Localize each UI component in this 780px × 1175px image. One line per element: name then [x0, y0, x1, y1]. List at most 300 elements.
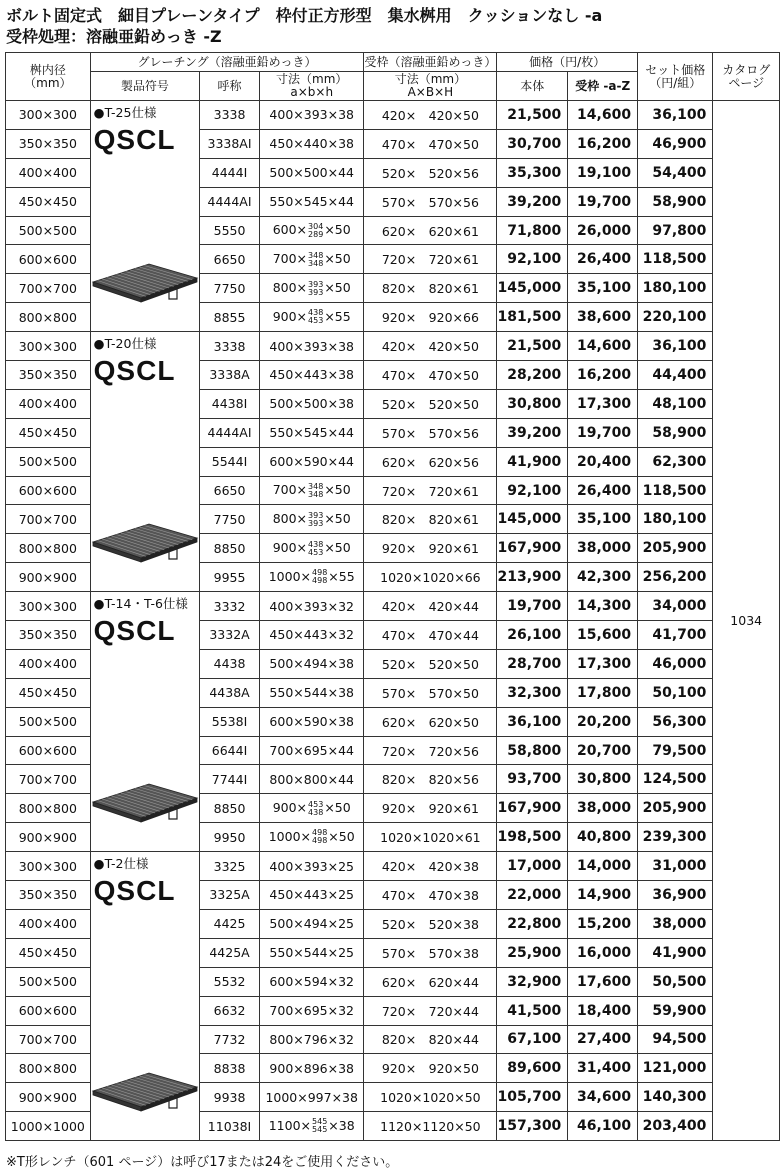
cell-nominal: 4438I [200, 389, 260, 418]
dim-fraction-top: 348 [308, 250, 324, 260]
cell-dim-grating [259, 707, 363, 736]
dim-suffix: ×50 [324, 540, 351, 556]
cell-dim-frame: 720× 720×61 [364, 476, 497, 505]
cell-set-price: 94,500 [638, 1025, 713, 1054]
dim-fraction [308, 309, 323, 325]
cell-set-price: 56,300 [638, 707, 713, 736]
spec-label: ●T-20仕様 [93, 336, 157, 352]
dim-prefix: 900× [272, 540, 308, 556]
dim-fraction-top: 393 [308, 510, 324, 520]
cell-dim-grating [259, 1112, 363, 1141]
cell-body-price: 19,700 [497, 592, 568, 621]
cell-dim-frame: 1020×1020×61 [364, 823, 497, 852]
cell-nominal: 4438A [200, 678, 260, 707]
cell-set-price: 50,100 [638, 678, 713, 707]
grating-illustration [91, 256, 200, 316]
dim-prefix: 600×590×44 [269, 454, 354, 470]
dim-prefix: 500×500×38 [269, 396, 354, 412]
cell-set-price: 220,100 [638, 303, 713, 332]
product-cell [90, 852, 199, 1141]
dim-fraction [312, 569, 327, 585]
cell-size: 500×500 [6, 447, 91, 476]
cell-body-price: 181,500 [497, 303, 568, 332]
dim-fraction [308, 541, 323, 557]
dim-fraction [312, 829, 327, 845]
dim-fraction-bottom: 498 [312, 576, 328, 586]
cell-set-price: 140,300 [638, 1083, 713, 1112]
dim-fraction-top: 348 [308, 481, 324, 491]
cell-dim-grating [259, 881, 363, 910]
table-row [6, 852, 780, 881]
cell-size: 700×700 [6, 274, 91, 303]
cell-body-price: 92,100 [497, 245, 568, 274]
cell-frame-price: 19,700 [568, 187, 638, 216]
cell-frame-price: 14,000 [568, 852, 638, 881]
cell-dim-frame: 470× 470×38 [364, 881, 497, 910]
cell-set-price: 48,100 [638, 389, 713, 418]
cell-frame-price: 38,600 [568, 303, 638, 332]
cell-dim-grating [259, 563, 363, 592]
cell-size: 300×300 [6, 101, 91, 130]
cell-set-price: 41,700 [638, 621, 713, 650]
page-subtitle: 受枠処理：溶融亜鉛めっき -Z [6, 27, 222, 46]
cell-body-price: 145,000 [497, 505, 568, 534]
cell-dim-frame: 570× 570×50 [364, 678, 497, 707]
cell-body-price: 105,700 [497, 1083, 568, 1112]
cell-frame-price: 17,800 [568, 678, 638, 707]
cell-body-price: 213,900 [497, 563, 568, 592]
cell-dim-frame: 470× 470×44 [364, 621, 497, 650]
cell-frame-price: 20,700 [568, 736, 638, 765]
dim-prefix: 900× [272, 800, 308, 816]
cell-size: 400×400 [6, 158, 91, 187]
cell-set-price: 34,000 [638, 592, 713, 621]
page-title: ボルト固定式 細目プレーンタイプ 枠付正方形型 集水桝用 クッションなし -a [6, 6, 603, 25]
cell-dim-frame: 620× 620×44 [364, 967, 497, 996]
dim-fraction-bottom: 348 [308, 489, 324, 499]
cell-body-price: 32,900 [497, 967, 568, 996]
cell-size: 800×800 [6, 534, 91, 563]
cell-nominal: 5544I [200, 447, 260, 476]
cell-dim-grating [259, 736, 363, 765]
cell-dim-grating [259, 909, 363, 938]
cell-dim-frame: 420× 420×50 [364, 101, 497, 130]
cell-body-price: 36,100 [497, 707, 568, 736]
cell-size: 900×900 [6, 823, 91, 852]
cell-nominal: 9955 [200, 563, 260, 592]
cell-size: 300×300 [6, 592, 91, 621]
dim-prefix: 800×800×44 [269, 771, 354, 787]
dim-prefix: 550×544×25 [269, 945, 354, 961]
cell-body-price: 41,900 [497, 447, 568, 476]
cell-body-price: 92,100 [497, 476, 568, 505]
cell-nominal: 3338 [200, 332, 260, 361]
cell-body-price: 22,000 [497, 881, 568, 910]
cell-set-price: 203,400 [638, 1112, 713, 1141]
cell-frame-price: 38,000 [568, 534, 638, 563]
cell-dim-grating [259, 852, 363, 881]
dim-prefix: 600× [272, 222, 308, 238]
dim-fraction [312, 1118, 327, 1134]
header-catalog: カタログ ページ [713, 53, 780, 101]
cell-dim-frame: 520× 520×56 [364, 158, 497, 187]
cell-dim-frame: 820× 820×61 [364, 505, 497, 534]
cell-body-price: 35,300 [497, 158, 568, 187]
dim-suffix: ×50 [324, 800, 351, 816]
dim-suffix: ×50 [324, 222, 351, 238]
cell-dim-grating [259, 101, 363, 130]
cell-dim-grating [259, 476, 363, 505]
cell-set-price: 36,900 [638, 881, 713, 910]
cell-dim-grating [259, 592, 363, 621]
cell-set-price: 36,100 [638, 332, 713, 361]
cell-nominal: 11038I [200, 1112, 260, 1141]
cell-nominal: 5538I [200, 707, 260, 736]
dim-prefix: 550×544×38 [269, 685, 354, 701]
cell-dim-grating [259, 332, 363, 361]
cell-size: 500×500 [6, 707, 91, 736]
cell-nominal: 9950 [200, 823, 260, 852]
cell-size: 400×400 [6, 909, 91, 938]
cell-dim-frame: 720× 720×61 [364, 245, 497, 274]
cell-body-price: 157,300 [497, 1112, 568, 1141]
product-code-label: QSCL [93, 355, 176, 387]
cell-frame-price: 17,300 [568, 649, 638, 678]
cell-dim-grating [259, 765, 363, 794]
header-dim-frame: 寸法（mm） A×B×H [364, 72, 497, 101]
cell-dim-frame: 520× 520×50 [364, 649, 497, 678]
cell-frame-price: 20,200 [568, 707, 638, 736]
dim-prefix: 800× [272, 511, 308, 527]
cell-dim-frame: 1120×1120×50 [364, 1112, 497, 1141]
cell-body-price: 58,800 [497, 736, 568, 765]
cell-frame-price: 14,900 [568, 881, 638, 910]
dim-prefix: 500×494×25 [269, 916, 354, 932]
cell-frame-price: 18,400 [568, 996, 638, 1025]
cell-dim-grating [259, 389, 363, 418]
header-grating: グレーチング（溶融亜鉛めっき） [90, 53, 364, 72]
cell-dim-frame: 920× 920×50 [364, 1054, 497, 1083]
cell-set-price: 54,400 [638, 158, 713, 187]
cell-size: 700×700 [6, 505, 91, 534]
cell-set-price: 36,100 [638, 101, 713, 130]
cell-set-price: 180,100 [638, 274, 713, 303]
cell-nominal: 7732 [200, 1025, 260, 1054]
cell-frame-price: 42,300 [568, 563, 638, 592]
dim-suffix: ×38 [328, 1117, 355, 1133]
cell-body-price: 39,200 [497, 418, 568, 447]
cell-body-price: 28,200 [497, 361, 568, 390]
cell-set-price: 62,300 [638, 447, 713, 476]
cell-frame-price: 34,600 [568, 1083, 638, 1112]
cell-nominal: 4425 [200, 909, 260, 938]
cell-frame-price: 14,600 [568, 101, 638, 130]
cell-nominal: 3325 [200, 852, 260, 881]
dim-fraction-bottom: 393 [308, 287, 324, 297]
cell-body-price: 30,800 [497, 389, 568, 418]
cell-set-price: 46,000 [638, 649, 713, 678]
cell-size: 500×500 [6, 216, 91, 245]
cell-frame-price: 14,600 [568, 332, 638, 361]
cell-size: 450×450 [6, 938, 91, 967]
cell-dim-grating [259, 678, 363, 707]
cell-body-price: 198,500 [497, 823, 568, 852]
cell-body-price: 17,000 [497, 852, 568, 881]
cell-body-price: 26,100 [497, 621, 568, 650]
dim-prefix: 450×443×38 [269, 367, 354, 383]
cell-nominal: 6644I [200, 736, 260, 765]
cell-size: 700×700 [6, 765, 91, 794]
header-product-code: 製品符号 [90, 72, 199, 101]
cell-nominal: 9938 [200, 1083, 260, 1112]
dim-suffix: ×50 [324, 251, 351, 267]
cell-set-price: 46,900 [638, 129, 713, 158]
dim-fraction-bottom: 498 [312, 836, 328, 846]
cell-size: 350×350 [6, 621, 91, 650]
dim-prefix: 1100× [268, 1117, 312, 1133]
cell-frame-price: 27,400 [568, 1025, 638, 1054]
cell-body-price: 39,200 [497, 187, 568, 216]
cell-body-price: 21,500 [497, 101, 568, 130]
cell-nominal: 3325A [200, 881, 260, 910]
cell-dim-grating [259, 794, 363, 823]
grating-illustration [91, 1065, 200, 1125]
cell-dim-frame: 470× 470×50 [364, 129, 497, 158]
cell-set-price: 180,100 [638, 505, 713, 534]
cell-dim-frame: 1020×1020×50 [364, 1083, 497, 1112]
cell-set-price: 118,500 [638, 476, 713, 505]
cell-dim-frame: 920× 920×61 [364, 794, 497, 823]
dim-prefix: 900×896×38 [269, 1060, 354, 1076]
dim-prefix: 400×393×32 [269, 598, 354, 614]
cell-dim-frame: 620× 620×50 [364, 707, 497, 736]
dim-fraction [308, 512, 323, 528]
cell-set-price: 41,900 [638, 938, 713, 967]
dim-fraction-bottom: 289 [308, 229, 324, 239]
header-body-price: 本体 [497, 72, 568, 101]
cell-size: 700×700 [6, 1025, 91, 1054]
dim-fraction [308, 223, 323, 239]
cell-body-price: 67,100 [497, 1025, 568, 1054]
cell-dim-grating [259, 303, 363, 332]
cell-size: 450×450 [6, 678, 91, 707]
cell-dim-frame: 720× 720×56 [364, 736, 497, 765]
cell-dim-frame: 620× 620×61 [364, 216, 497, 245]
dim-fraction-bottom: 545 [312, 1125, 328, 1135]
cell-dim-grating [259, 938, 363, 967]
cell-size: 450×450 [6, 187, 91, 216]
dim-prefix: 800×796×32 [269, 1031, 354, 1047]
cell-frame-price: 31,400 [568, 1054, 638, 1083]
cell-size: 450×450 [6, 418, 91, 447]
dim-prefix: 500×500×44 [269, 165, 354, 181]
cell-dim-grating [259, 823, 363, 852]
header-price: 価格（円/枚） [497, 53, 638, 72]
cell-size: 900×900 [6, 1083, 91, 1112]
cell-size: 350×350 [6, 361, 91, 390]
product-cell [90, 332, 199, 592]
dim-suffix: ×50 [324, 482, 351, 498]
dim-fraction [308, 281, 323, 297]
dim-fraction-bottom: 453 [308, 316, 324, 326]
cell-frame-price: 35,100 [568, 274, 638, 303]
dim-prefix: 550×545×44 [269, 194, 354, 210]
dim-fraction-bottom: 453 [308, 547, 324, 557]
dim-prefix: 600×594×32 [269, 974, 354, 990]
cell-nominal: 3332 [200, 592, 260, 621]
cell-body-price: 167,900 [497, 534, 568, 563]
cell-frame-price: 38,000 [568, 794, 638, 823]
product-cell [90, 101, 199, 332]
cell-dim-frame: 420× 420×38 [364, 852, 497, 881]
cell-dim-frame: 570× 570×38 [364, 938, 497, 967]
dim-fraction-top: 304 [308, 221, 324, 231]
cell-frame-price: 26,400 [568, 476, 638, 505]
cell-frame-price: 16,200 [568, 361, 638, 390]
cell-set-price: 239,300 [638, 823, 713, 852]
cell-nominal: 7750 [200, 505, 260, 534]
dim-prefix: 700×695×32 [269, 1003, 354, 1019]
cell-size: 300×300 [6, 332, 91, 361]
cell-size: 800×800 [6, 794, 91, 823]
cell-frame-price: 17,600 [568, 967, 638, 996]
header-frame: 受枠（溶融亜鉛めっき） [364, 53, 497, 72]
cell-frame-price: 19,100 [568, 158, 638, 187]
cell-dim-grating [259, 967, 363, 996]
cell-size: 800×800 [6, 303, 91, 332]
header-dim-grating: 寸法（mm） a×b×h [259, 72, 363, 101]
cell-nominal: 6650 [200, 476, 260, 505]
cell-body-price: 30,700 [497, 129, 568, 158]
header-frame-price: 受枠 -a-Z [568, 72, 638, 101]
dim-prefix: 450×440×38 [269, 136, 354, 152]
cell-dim-frame: 520× 520×50 [364, 389, 497, 418]
cell-set-price: 58,900 [638, 187, 713, 216]
cell-body-price: 25,900 [497, 938, 568, 967]
cell-frame-price: 35,100 [568, 505, 638, 534]
spec-label: ●T-14・T-6仕様 [93, 596, 188, 612]
dim-prefix: 450×443×32 [269, 627, 354, 643]
dim-fraction-top: 393 [308, 279, 324, 289]
cell-dim-grating [259, 129, 363, 158]
price-table-body [6, 101, 780, 1141]
dim-prefix: 700× [272, 482, 308, 498]
dim-fraction-top: 498 [312, 828, 328, 838]
cell-size: 600×600 [6, 476, 91, 505]
cell-nominal: 4444AI [200, 418, 260, 447]
cell-dim-frame: 520× 520×38 [364, 909, 497, 938]
cell-size: 300×300 [6, 852, 91, 881]
cell-nominal: 5550 [200, 216, 260, 245]
cell-frame-price: 30,800 [568, 765, 638, 794]
dim-prefix: 500×494×38 [269, 656, 354, 672]
cell-frame-price: 26,400 [568, 245, 638, 274]
dim-prefix: 400×393×38 [269, 338, 354, 354]
grating-illustration [91, 776, 200, 836]
cell-body-price: 89,600 [497, 1054, 568, 1083]
cell-size: 800×800 [6, 1054, 91, 1083]
cell-dim-frame: 820× 820×44 [364, 1025, 497, 1054]
dim-suffix: ×50 [324, 511, 351, 527]
cell-dim-frame: 1020×1020×66 [364, 563, 497, 592]
cell-frame-price: 19,700 [568, 418, 638, 447]
cell-dim-frame: 470× 470×50 [364, 361, 497, 390]
footnote: ※T形レンチ（601 ページ）は呼び17または24をご使用ください。 [6, 1155, 399, 1170]
cell-nominal: 4444I [200, 158, 260, 187]
cell-body-price: 71,800 [497, 216, 568, 245]
cell-dim-grating [259, 1025, 363, 1054]
cell-dim-grating [259, 447, 363, 476]
dim-fraction-bottom: 393 [308, 518, 324, 528]
cell-dim-frame: 720× 720×44 [364, 996, 497, 1025]
cell-frame-price: 15,200 [568, 909, 638, 938]
cell-frame-price: 16,200 [568, 129, 638, 158]
cell-dim-frame: 820× 820×56 [364, 765, 497, 794]
cell-dim-frame: 420× 420×44 [364, 592, 497, 621]
cell-frame-price: 40,800 [568, 823, 638, 852]
cell-nominal: 4425A [200, 938, 260, 967]
cell-dim-grating [259, 158, 363, 187]
cell-nominal: 3338 [200, 101, 260, 130]
dim-fraction [308, 483, 323, 499]
header-inner-dia: 桝内径 （mm） [6, 53, 91, 101]
cell-dim-frame: 420× 420×50 [364, 332, 497, 361]
dim-prefix: 450×443×25 [269, 887, 354, 903]
cell-dim-grating [259, 534, 363, 563]
cell-set-price: 38,000 [638, 909, 713, 938]
cell-set-price: 79,500 [638, 736, 713, 765]
cell-body-price: 28,700 [497, 649, 568, 678]
cell-nominal: 5532 [200, 967, 260, 996]
cell-set-price: 124,500 [638, 765, 713, 794]
cell-nominal: 8838 [200, 1054, 260, 1083]
cell-nominal: 4438 [200, 649, 260, 678]
cell-size: 400×400 [6, 389, 91, 418]
cell-frame-price: 14,300 [568, 592, 638, 621]
dim-fraction-top: 498 [312, 568, 328, 578]
cell-nominal: 3332A [200, 621, 260, 650]
cell-size: 500×500 [6, 967, 91, 996]
dim-fraction [308, 252, 323, 268]
dim-fraction [308, 801, 323, 817]
cell-frame-price: 26,000 [568, 216, 638, 245]
cell-body-price: 41,500 [497, 996, 568, 1025]
cell-size: 350×350 [6, 129, 91, 158]
dim-fraction-bottom: 438 [308, 807, 324, 817]
dim-fraction-top: 545 [312, 1117, 328, 1127]
cell-nominal: 6632 [200, 996, 260, 1025]
dim-suffix: ×50 [328, 828, 355, 844]
cell-dim-grating [259, 216, 363, 245]
cell-dim-frame: 570× 570×56 [364, 418, 497, 447]
cell-frame-price: 15,600 [568, 621, 638, 650]
spec-label: ●T-25仕様 [93, 105, 157, 120]
cell-size: 1000×1000 [6, 1112, 91, 1141]
cell-set-price: 97,800 [638, 216, 713, 245]
dim-prefix: 400×393×38 [269, 107, 354, 123]
cell-nominal: 8850 [200, 794, 260, 823]
cell-set-price: 205,900 [638, 794, 713, 823]
cell-dim-grating [259, 621, 363, 650]
product-cell [90, 592, 199, 852]
product-code-label: QSCL [93, 615, 176, 647]
cell-frame-price: 20,400 [568, 447, 638, 476]
cell-nominal: 7744I [200, 765, 260, 794]
header-set-price: セット価格 （円/組） [638, 53, 713, 101]
cell-size: 400×400 [6, 649, 91, 678]
price-table [5, 52, 780, 1141]
cell-nominal: 8850 [200, 534, 260, 563]
